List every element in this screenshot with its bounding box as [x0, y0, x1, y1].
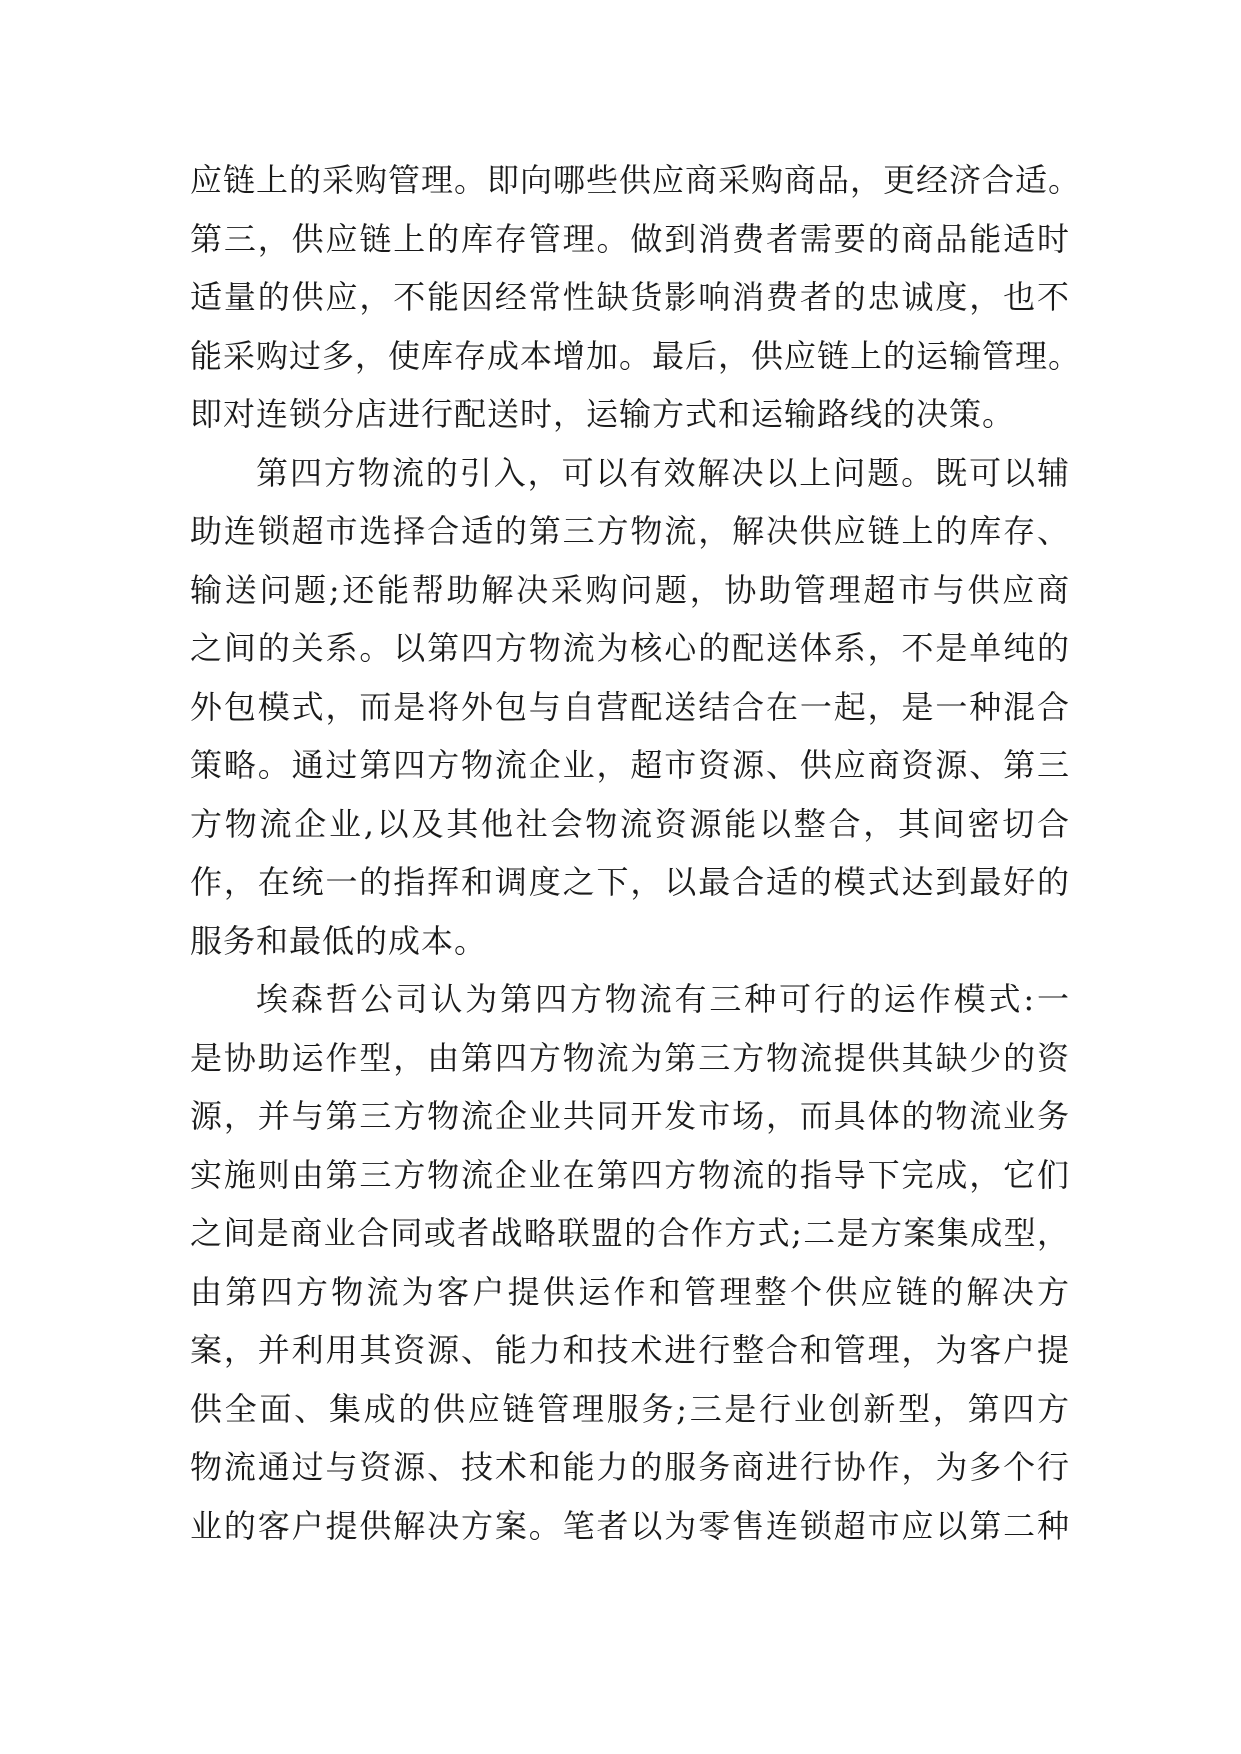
- text-line: 第三，供应链上的库存管理。做到消费者需要的商品能适时: [190, 219, 1070, 258]
- text-line: 输送问题;还能帮助解决采购问题，协助管理超市与供应商: [190, 570, 1070, 609]
- document-page: [190, 151, 1082, 1555]
- text-line: 物流通过与资源、技术和能力的服务商进行协作，为多个行: [190, 1448, 1070, 1486]
- text-line: 应链上的采购管理。即向哪些供应商采购商品，更经济合适。: [190, 161, 1082, 199]
- text-line: 源，并与第三方物流企业共同开发市场，而具体的物流业务: [190, 1097, 1070, 1135]
- text-line: 策略。通过第四方物流企业，超市资源、供应商资源、第三: [190, 746, 1070, 784]
- paragraph-first-line: 第四方物流的引入，可以有效解决以上问题。既可以辅: [256, 453, 1070, 492]
- text-line: 之间是商业合同或者战略联盟的合作方式;二是方案集成型，: [190, 1214, 1070, 1252]
- text-line: 案，并利用其资源、能力和技术进行整合和管理，为客户提: [190, 1331, 1070, 1369]
- text-line: 能采购过多，使库存成本增加。最后，供应链上的运输管理。: [190, 336, 1082, 375]
- text-line: 由第四方物流为客户提供运作和管理整个供应链的解决方: [190, 1272, 1070, 1311]
- text-line: 作，在统一的指挥和调度之下，以最合适的模式达到最好的: [190, 863, 1070, 901]
- text-line: 业的客户提供解决方案。笔者以为零售连锁超市应以第二种: [190, 1506, 1070, 1545]
- text-line: 方物流企业,以及其他社会物流资源能以整合，其间密切合: [190, 804, 1070, 843]
- text-line: 是协助运作型，由第四方物流为第三方物流提供其缺少的资: [190, 1038, 1070, 1077]
- text-line: 即对连锁分店进行配送时，运输方式和运输路线的决策。: [190, 395, 1016, 433]
- text-line: 供全面、集成的供应链管理服务;三是行业创新型，第四方: [190, 1389, 1070, 1428]
- text-line: 服务和最低的成本。: [190, 921, 488, 960]
- text-line: 实施则由第三方物流企业在第四方物流的指导下完成，它们: [190, 1155, 1070, 1194]
- text-line: 助连锁超市选择合适的第三方物流，解决供应链上的库存、: [190, 512, 1070, 550]
- text-line: 外包模式，而是将外包与自营配送结合在一起，是一种混合: [190, 687, 1070, 726]
- paragraph-first-line: 埃森哲公司认为第四方物流有三种可行的运作模式:一: [256, 980, 1070, 1018]
- text-line: 适量的供应，不能因经常性缺货影响消费者的忠诚度，也不: [190, 278, 1070, 316]
- text-line: 之间的关系。以第四方物流为核心的配送体系，不是单纯的: [190, 629, 1070, 667]
